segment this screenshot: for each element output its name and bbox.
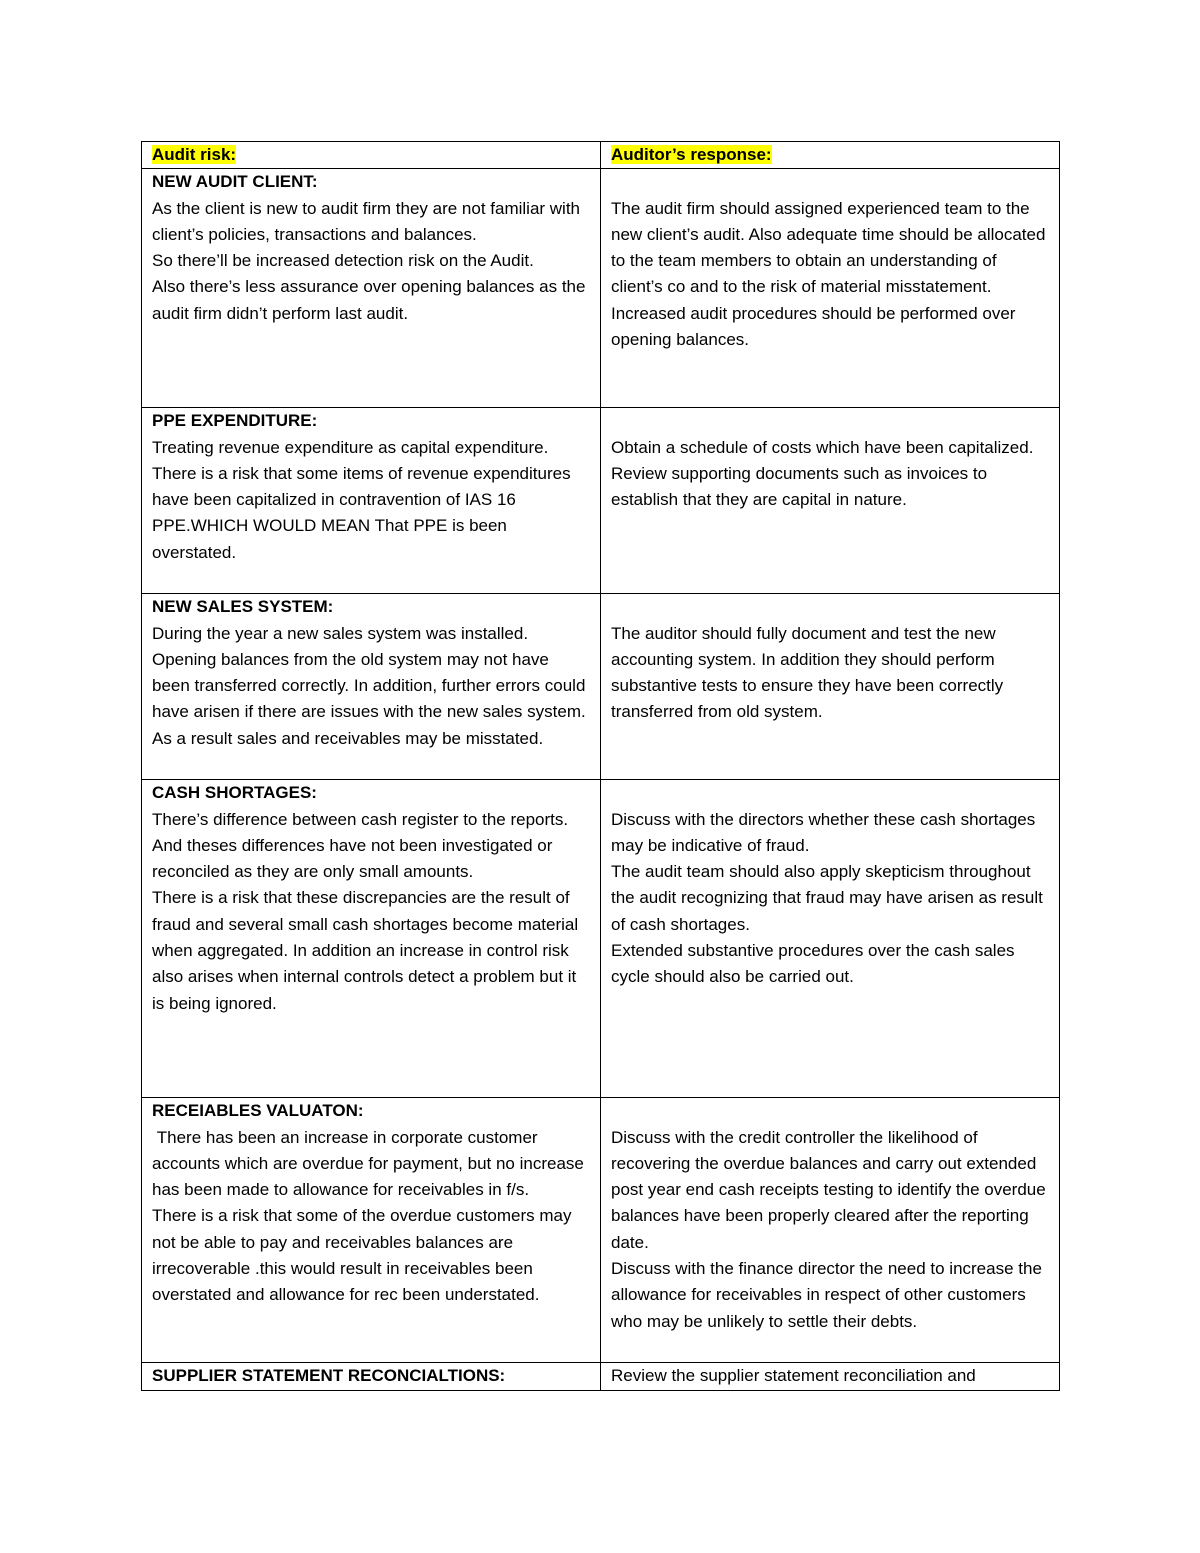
risk-cell (142, 1098, 601, 1363)
audit-risk-table (141, 141, 1060, 1391)
risk-cell (142, 1363, 601, 1390)
risk-title: NEW AUDIT CLIENT: (152, 172, 318, 192)
table-row (142, 169, 1060, 408)
response-paragraph: Review the supplier statement reconciliation and (611, 1366, 976, 1386)
risk-title: PPE EXPENDITURE: (152, 411, 318, 431)
header-cell-risk (142, 142, 601, 169)
response-cell (601, 169, 1060, 408)
risk-title: RECEIABLES VALUATON: (152, 1101, 364, 1121)
response-cell (601, 1363, 1060, 1390)
response-paragraph: Obtain a schedule of costs which have been capitalized. Review supporting documents such as invoices to establish that they are capital in nature. (611, 437, 1034, 510)
risk-paragraph: During the year a new sales system was installed. Opening balances from the old system may not have been transferred correctly. In addition, further errors could have arisen if there are issues with the new sales system. As a result sales and receivables may be misstated. (152, 623, 586, 748)
risk-title: NEW SALES SYSTEM: (152, 597, 334, 617)
response-paragraph: Extended substantive procedures over the cash sales cycle should also be carried out. (611, 941, 1015, 987)
risk-cell (142, 169, 601, 408)
auditor-response-heading: Auditor’s response: (611, 145, 772, 164)
risk-paragraph: As the client is new to audit firm they are not familiar with client’s policies, transactions and balances. (152, 198, 581, 244)
table-header-row (142, 142, 1060, 169)
table-row (142, 1098, 1060, 1363)
response-paragraph: Discuss with the finance director the need to increase the allowance for receivables in respect of other customers who may be unlikely to settle their debts. (611, 1259, 1042, 1331)
risk-paragraph: There is a risk that some of the overdue customers may not be able to pay and receivables balances are irrecoverable .this would result in receivables been overstated and allowance for rec been understated. (152, 1206, 572, 1305)
risk-paragraph: There is a risk that these discrepancies are the result of fraud and several small cash shortages become material when aggregated. In addition an increase in control risk also arises when internal controls detect a problem but it is being ignored. (152, 888, 579, 1013)
risk-paragraph: There is a risk that some items of revenue expenditures have been capitalized in contravention of IAS 16 PPE.WHICH WOULD MEAN That PPE is been overstated. (152, 463, 571, 562)
table-row (142, 594, 1060, 780)
response-cell (601, 1098, 1060, 1363)
risk-title: SUPPLIER STATEMENT RECONCIALTIONS: (152, 1366, 506, 1386)
table-row (142, 1363, 1060, 1390)
table-row (142, 780, 1060, 1098)
risk-cell (142, 408, 601, 594)
response-paragraph: The audit team should also apply skepticism throughout the audit recognizing that fraud may have arisen as result of cash shortages. (611, 862, 1043, 934)
risk-cell (142, 780, 601, 1098)
risk-paragraph: So there’ll be increased detection risk on the Audit. (152, 251, 534, 271)
table-row (142, 408, 1060, 594)
risk-paragraph: There’s difference between cash register to the reports. And theses differences have not been investigated or reconciled as they are only small amounts. (152, 809, 569, 882)
response-paragraph: The audit firm should assigned experienced team to the new client’s audit. Also adequate time should be allocated to the team members to obtain an understanding of client’s co and to the risk of material misstatement. (611, 198, 1046, 297)
audit-risk-heading: Audit risk: (152, 145, 237, 164)
header-cell-response (601, 142, 1060, 169)
risk-title: CASH SHORTAGES: (152, 783, 317, 803)
risk-paragraph: There has been an increase in corporate customer accounts which are overdue for payment, but no increase has been made to allowance for receivables in f/s. (152, 1127, 589, 1200)
response-cell (601, 780, 1060, 1098)
response-paragraph: The auditor should fully document and test the new accounting system. In addition they should perform substantive tests to ensure they have been correctly transferred from old system. (611, 623, 1004, 722)
risk-paragraph: Treating revenue expenditure as capital expenditure. (152, 437, 549, 457)
risk-paragraph: Also there’s less assurance over opening balances as the audit firm didn’t perform last audit. (152, 277, 586, 323)
response-cell (601, 408, 1060, 594)
risk-cell (142, 594, 601, 780)
response-cell (601, 594, 1060, 780)
response-paragraph: Increased audit procedures should be performed over opening balances. (611, 303, 1016, 350)
response-paragraph: Discuss with the credit controller the likelihood of recovering the overdue balances and carry out extended post year end cash receipts testing to identify the overdue balances have been properly cleared after the reporting date. (611, 1127, 1046, 1252)
response-paragraph: Discuss with the directors whether these cash shortages may be indicative of fraud. (611, 809, 1036, 855)
